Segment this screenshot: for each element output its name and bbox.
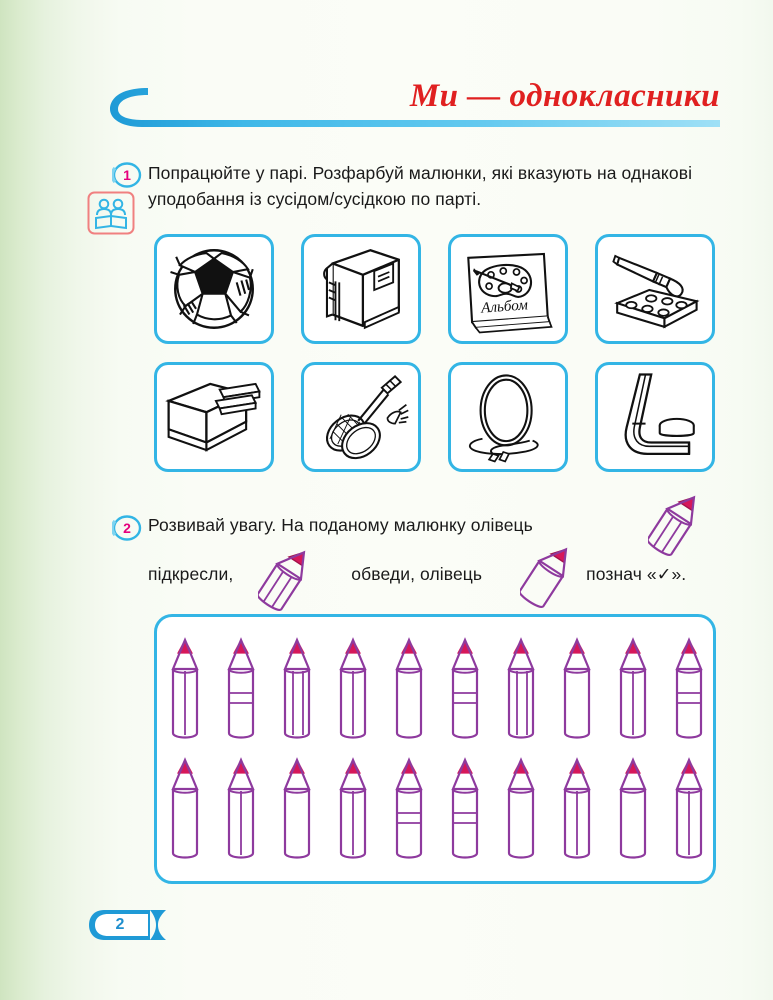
grid-pencil[interactable] <box>279 757 315 863</box>
task-2-number: 2 <box>123 520 131 536</box>
grid-pencil[interactable] <box>503 637 539 743</box>
page-number-banner <box>88 908 174 942</box>
grid-pencil[interactable] <box>391 637 427 743</box>
grid-pencil[interactable] <box>671 757 707 863</box>
task-2-number-badge <box>112 515 142 541</box>
task-1-instruction: Попрацюйте у парі. Розфарбуй малюнки, які вказують на однакові уподобання із сусідом/сусідкою по парті. <box>148 163 693 209</box>
task-2-verb-check: познач «✓». <box>586 564 687 585</box>
grid-pencil[interactable] <box>223 637 259 743</box>
card-book[interactable] <box>301 234 421 344</box>
task-2-instruction-line2 <box>148 560 718 587</box>
grid-pencil[interactable] <box>335 637 371 743</box>
grid-pencil[interactable] <box>559 637 595 743</box>
card-chalk-box[interactable] <box>154 362 274 472</box>
grid-pencil[interactable] <box>335 757 371 863</box>
card-album-palette[interactable] <box>448 234 568 344</box>
card-hockey-stick-puck[interactable] <box>595 362 715 472</box>
grid-pencil[interactable] <box>503 757 539 863</box>
picture-card-grid <box>154 234 716 480</box>
card-hoop-jumprope[interactable] <box>448 362 568 472</box>
grid-pencil[interactable] <box>447 757 483 863</box>
inline-pencil-icon-1 <box>648 488 704 562</box>
task-2-instruction-line1: Розвивай увагу. На поданому малюнку олівець <box>148 515 533 535</box>
grid-pencil[interactable] <box>167 637 203 743</box>
pair-work-icon <box>87 191 135 235</box>
grid-pencil[interactable] <box>391 757 427 863</box>
task-2-verb-circle: обведи, олівець <box>351 564 483 585</box>
pencil-grid-frame <box>154 614 716 884</box>
grid-pencil[interactable] <box>615 757 651 863</box>
task-1-number: 1 <box>123 167 131 183</box>
task-2-verb-underline: підкресли, <box>148 564 234 585</box>
grid-pencil[interactable] <box>279 637 315 743</box>
svg-text:Альбом: Альбом <box>480 297 529 317</box>
inline-pencil-icon-2 <box>258 543 314 617</box>
card-soccer-ball[interactable] <box>154 234 274 344</box>
card-brush-paints[interactable] <box>595 234 715 344</box>
grid-pencil[interactable] <box>671 637 707 743</box>
inline-pencil-icon-3 <box>520 540 576 614</box>
grid-pencil[interactable] <box>223 757 259 863</box>
page-header <box>100 78 720 138</box>
pencil-row-2 <box>167 757 707 867</box>
page-title: Ми — однокласники <box>409 78 720 114</box>
card-badminton-rackets[interactable] <box>301 362 421 472</box>
grid-pencil[interactable] <box>447 637 483 743</box>
grid-pencil[interactable] <box>167 757 203 863</box>
grid-pencil[interactable] <box>615 637 651 743</box>
page-number: 2 <box>115 916 125 933</box>
pencil-row-1 <box>167 637 707 747</box>
task-1-number-badge <box>112 162 142 188</box>
grid-pencil[interactable] <box>559 757 595 863</box>
